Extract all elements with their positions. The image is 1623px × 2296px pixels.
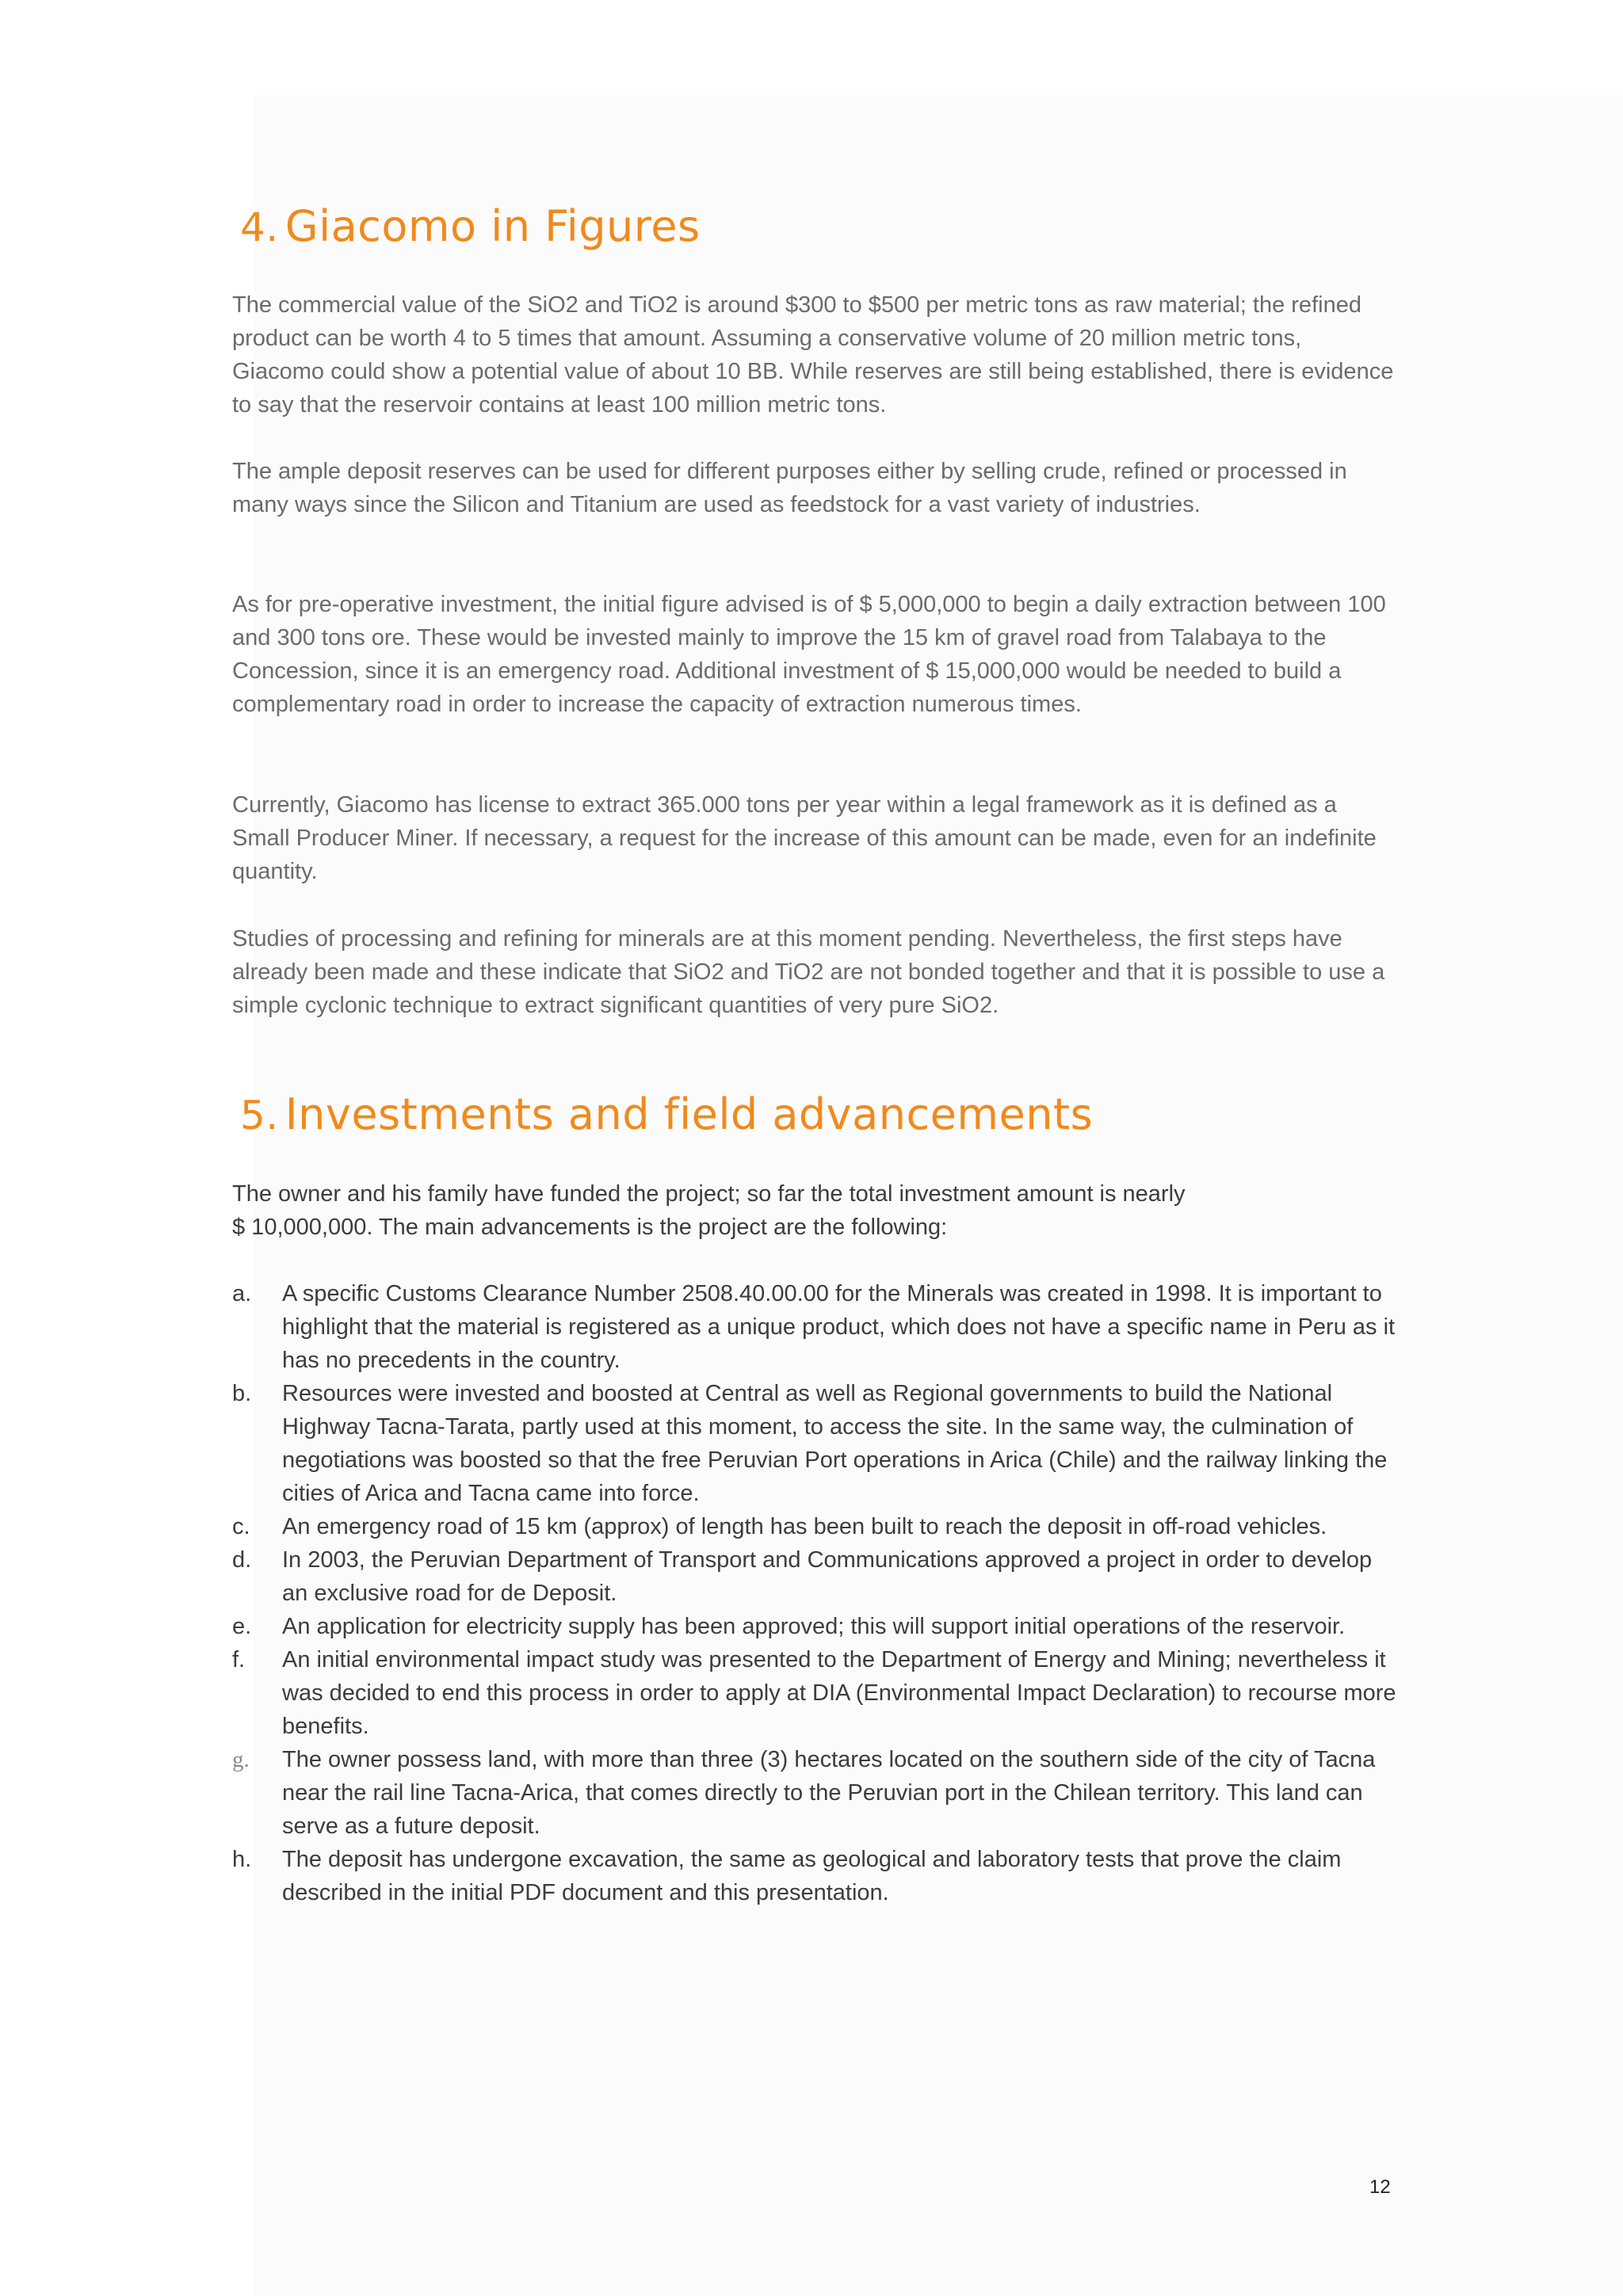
page-number: 12 [1369, 2176, 1391, 2198]
section-4-paragraph-3: As for pre-operative investment, the initial figure advised is of $ 5,000,000 to begin a daily extraction between 100 and 300 tons ore. These would be invested mainly to improve the 15 km of gravel road from Talabaya to the Concession, since it is an emergency road. Additional investment of $ 15,000,000 would be needed to build a complementary road in order to increase the capacity of extraction numerous times. [232, 592, 1386, 717]
list-item [232, 1510, 1397, 1543]
advancements-list [232, 1277, 1397, 1909]
list-item [232, 1377, 1397, 1510]
list-item-text: A specific Customs Clearance Number 2508.40.00.00 for the Minerals was created in 1998. It is important to highlight that the material is registered as a unique product, which does not have a specific name in Peru as it has no precedents in the country. [282, 1281, 1396, 1373]
section-4-paragraph-4: Currently, Giacomo has license to extract 365.000 tons per year within a legal framework as it is defined as a Small Producer Miner. If necessary, a request for the increase of this amount can be made, even for an indefinite quantity. [232, 792, 1377, 884]
section-5-number: 5. [240, 1093, 279, 1138]
list-item-text: An application for electricity supply has been approved; this will support initial operations of the reservoir. [282, 1614, 1346, 1639]
section-4-heading [240, 201, 701, 253]
section-4-paragraph-2: The ample deposit reserves can be used for different purposes either by selling crude, refined or processed in many ways since the Silicon and Titanium are used as feedstock for a vast variety of industries. [232, 459, 1347, 517]
section-4-number: 4. [240, 204, 279, 250]
list-item-text: Resources were invested and boosted at Central as well as Regional governments to build the National Highway Tacna-Tarata, partly used at this moment, to access the site. In the same way, the culmination of negotiations was boosted so that the free Peruvian Port operations in Arica (Chile) and the railway linking the cities of Arica and Tacna came into force. [282, 1381, 1388, 1506]
list-marker: h. [232, 1847, 252, 1872]
list-item-text: The owner possess land, with more than three (3) hectares located on the southern side of the city of Tacna near the rail line Tacna-Arica, that comes directly to the Peruvian port in the Chilean territory. This land can serve as a future deposit. [282, 1747, 1376, 1839]
list-marker: c. [232, 1514, 250, 1539]
list-marker: e. [232, 1614, 252, 1639]
list-item [232, 1610, 1397, 1643]
list-item [232, 1743, 1397, 1843]
list-item-text: In 2003, the Peruvian Department of Transport and Communications approved a project in order to develop an exclusive road for de Deposit. [282, 1547, 1373, 1606]
section-4-paragraph-5: Studies of processing and refining for minerals are at this moment pending. Nevertheless, the first steps have already been made and these indicate that SiO2 and TiO2 are not bonded together and that it is possible to use a simple cyclonic technique to extract significant quantities of very pure SiO2. [232, 926, 1385, 1018]
list-marker: a. [232, 1281, 252, 1306]
list-marker: b. [232, 1381, 252, 1406]
list-item [232, 1843, 1397, 1909]
section-5-title: Investments and field advancements [285, 1089, 1094, 1139]
list-marker: g. [232, 1747, 250, 1772]
section-4-paragraph-1: The commercial value of the SiO2 and TiO2 is around $300 to $500 per metric tons as raw material; the refined product can be worth 4 to 5 times that amount. Assuming a conservative volume of 20 million metric tons, Giacomo could show a potential value of about 10 BB. While reserves are still being established, there is evidence to say that the reservoir contains at least 100 million metric tons. [232, 292, 1394, 418]
list-item [232, 1277, 1397, 1377]
list-marker: d. [232, 1547, 252, 1573]
list-marker: f. [232, 1647, 246, 1672]
list-item [232, 1543, 1397, 1610]
section-5-intro-line-1: The owner and his family have funded the project; so far the total investment amount is nearly [232, 1181, 1186, 1207]
list-item-text: An emergency road of 15 km (approx) of length has been built to reach the deposit in off-road vehicles. [282, 1514, 1327, 1539]
list-item [232, 1643, 1397, 1743]
section-4-title: Giacomo in Figures [285, 201, 701, 251]
section-5-intro-line-2: $ 10,000,000. The main advancements is the project are the following: [232, 1215, 948, 1240]
section-5-intro [232, 1177, 1397, 1244]
section-5-heading [240, 1089, 1093, 1141]
list-item-text: An initial environmental impact study was presented to the Department of Energy and Mining; nevertheless it was decided to end this process in order to apply at DIA (Environmental Impact Declaration) to recourse more benefits. [282, 1647, 1396, 1739]
list-item-text: The deposit has undergone excavation, the same as geological and laboratory tests that prove the claim described in the initial PDF document and this presentation. [282, 1847, 1342, 1905]
